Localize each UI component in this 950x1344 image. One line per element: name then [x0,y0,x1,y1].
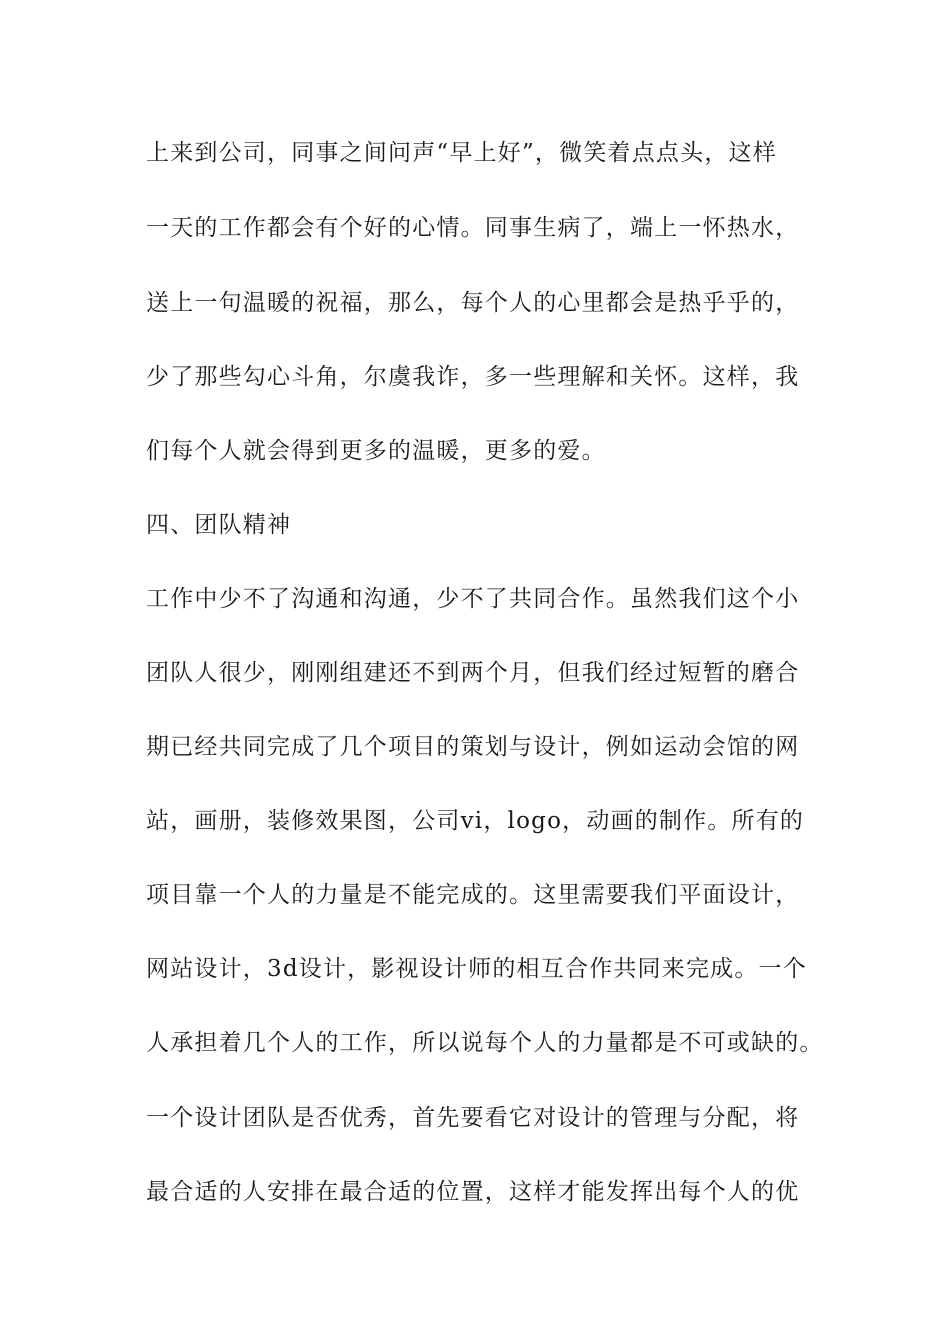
paragraph-line: 项目靠一个人的力量是不能完成的。这里需要我们平面设计， [146,882,800,908]
paragraph-line: 少了那些勾心斗角，尔虞我诈，多一些理解和关怀。这样，我 [146,364,800,390]
paragraph-line: 最合适的人安排在最合适的位置，这样才能发挥出每个人的优 [146,1179,800,1205]
paragraph-line: 期已经共同完成了几个项目的策划与设计，例如运动会馆的网 [146,734,800,760]
paragraph-line: 团队人很少，刚刚组建还不到两个月，但我们经过短暂的磨合 [146,660,800,686]
paragraph-line: 站，画册，装修效果图，公司vi，logo，动画的制作。所有的 [146,808,805,834]
paragraph-line: 一个设计团队是否优秀，首先要看它对设计的管理与分配，将 [146,1105,800,1131]
section-heading: 四、团队精神 [146,512,292,538]
paragraph-line: 上来到公司，同事之间问声“早上好”，微笑着点点头，这样 [146,140,777,166]
paragraph-line: 人承担着几个人的工作，所以说每个人的力量都是不可或缺的。 [146,1030,824,1056]
paragraph-line: 们每个人就会得到更多的温暖，更多的爱。 [146,438,606,464]
paragraph-line: 网站设计，3d设计，影视设计师的相互合作共同来完成。一个 [146,956,807,982]
paragraph-line: 一天的工作都会有个好的心情。同事生病了，端上一怀热水， [146,215,800,241]
paragraph-line: 工作中少不了沟通和沟通，少不了共同合作。虽然我们这个小 [146,586,800,612]
paragraph-line: 送上一句温暖的祝福，那么，每个人的心里都会是热乎乎的， [146,290,800,316]
